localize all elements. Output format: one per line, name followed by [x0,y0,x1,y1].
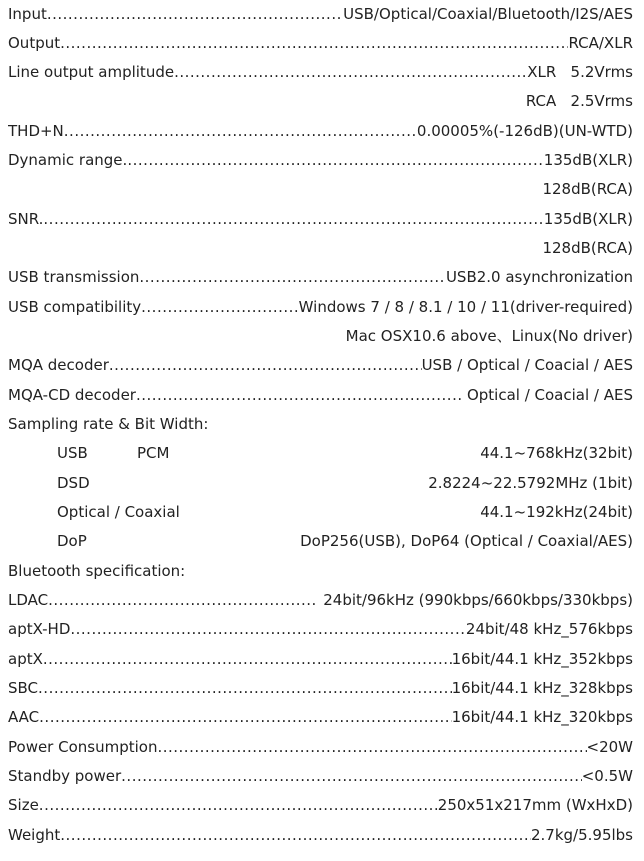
spec-value: RCA/XLR [568,34,633,52]
spec-row-aptx-hd [8,617,633,641]
spec-label: SBC [8,679,39,697]
spec-row-line-output-amplitude-rca [8,89,633,113]
sampling-source: DSD [57,474,90,492]
section-title-bluetooth: Bluetooth specification: [8,562,186,580]
sampling-source: DoP [57,532,87,550]
spec-row-dynamic-range [8,148,633,172]
dot-leader [174,60,527,84]
spec-value: Windows 7 / 8 / 8.1 / 10 / 11(driver-required) [298,298,633,316]
sampling-value: 2.8224~22.5792MHz (1bit) [428,474,633,492]
sampling-value: 44.1~768kHz(32bit) [480,444,633,462]
sampling-source: USB [57,444,88,462]
spec-value: USB/Optical/Coaxial/Bluetooth/I2S/AES [343,5,633,23]
spec-row-snr [8,207,633,231]
spec-label: Standby power [8,767,122,785]
dot-leader [39,793,438,817]
spec-row-dynamic-range-rca [8,177,633,201]
spec-row-input [8,2,633,26]
spec-label: Dynamic range. [8,151,128,169]
spec-value: 16bit/44.1 kHz_328kbps [451,679,633,697]
dot-leader [141,295,299,319]
spec-label: USB transmission [8,268,140,286]
spec-value: 128dB(RCA) [542,239,633,257]
spec-row-ldac [8,588,633,612]
spec-row-output [8,31,633,55]
spec-label: LDAC [8,591,49,609]
spec-label: USB compatibility [8,298,142,316]
spec-value: 24bit/96kHz (990kbps/660kbps/330kbps) [318,591,633,609]
sampling-row-dsd [8,471,633,495]
spec-value: 16bit/44.1 kHz_320kbps [451,708,633,726]
spec-label: MQA-CD decoder [8,386,136,404]
dot-leader [43,207,543,231]
sampling-row-usb [8,441,633,465]
spec-value: 0.00005%(-126dB)(UN-WTD) [416,122,633,140]
spec-row-snr-rca [8,236,633,260]
section-title-sampling: Sampling rate & Bit Width: [8,415,209,433]
dot-leader [60,31,568,55]
spec-row-thd-n [8,119,633,143]
spec-label: MQA decoder [8,356,109,374]
dot-leader [136,383,462,407]
dot-leader [64,119,417,143]
dot-leader [121,764,582,788]
spec-row-mqa-cd-decoder [8,383,633,407]
sampling-row-dop [8,529,633,553]
spec-value: 2.7kg/5.95lbs [530,826,633,844]
spec-value: 128dB(RCA) [542,180,633,198]
spec-row-aac [8,705,633,729]
sampling-format [137,471,227,495]
sampling-format [137,529,227,553]
dot-leader [127,148,543,172]
spec-value: 135dB(XLR) [543,151,633,169]
sampling-value: 44.1~192kHz(24bit) [480,503,633,521]
spec-label: THD+N [8,122,64,140]
spec-value: Mac OSX10.6 above、Linux(No driver) [345,327,633,345]
spec-value: RCA 2.5Vrms [525,92,633,110]
dot-leader [157,735,586,759]
spec-value: Optical / Coacial / AES [462,386,633,404]
spec-label: Power Consumption [8,738,158,756]
spec-label: Size [8,796,39,814]
spec-value: USB / Optical / Coacial / AES [421,356,633,374]
dot-leader [43,647,452,671]
spec-label: aptX [8,650,43,668]
spec-value: <20W [586,738,633,756]
spec-row-mqa-decoder [8,353,633,377]
dot-leader [70,617,466,641]
spec-row-size [8,793,633,817]
dot-leader [48,588,318,612]
spec-value: <0.5W [581,767,633,785]
spec-value: 135dB(XLR) [543,210,633,228]
spec-row-power-consumption [8,735,633,759]
spec-value: 250x51x217mm (WxHxD) [437,796,633,814]
spec-label: Line output amplitude [8,63,175,81]
spec-label: AAC [8,708,40,726]
dot-leader [109,353,422,377]
spec-row-aptx [8,647,633,671]
spec-row-usb-transmission [8,265,633,289]
spec-value: 16bit/44.1 kHz_352kbps [451,650,633,668]
spec-row-usb-compatibility-mac [8,324,633,348]
spec-row-line-output-amplitude [8,60,633,84]
spec-row-usb-compatibility [8,295,633,319]
spec-label: aptX-HD [8,620,71,638]
dot-leader [60,823,531,847]
spec-value: XLR 5.2Vrms [527,63,633,81]
sampling-row-optical-coaxial [8,500,633,524]
dot-leader [38,676,452,700]
dot-leader [139,265,446,289]
sampling-value: DoP256(USB), DoP64 (Optical / Coaxial/AES) [300,532,633,550]
dot-leader [47,2,343,26]
spec-label: Weight [8,826,61,844]
sampling-format: PCM [137,444,170,462]
spec-label: SNR. [8,210,44,228]
sampling-source: Optical / Coaxial [57,503,180,521]
spec-value: USB2.0 asynchronization [445,268,633,286]
spec-row-weight [8,823,633,847]
spec-row-standby-power [8,764,633,788]
spec-row-sbc [8,676,633,700]
spec-label: Output [8,34,61,52]
spec-value: 24bit/48 kHz_576kbps [465,620,633,638]
dot-leader [39,705,451,729]
spec-label: Input [8,5,47,23]
